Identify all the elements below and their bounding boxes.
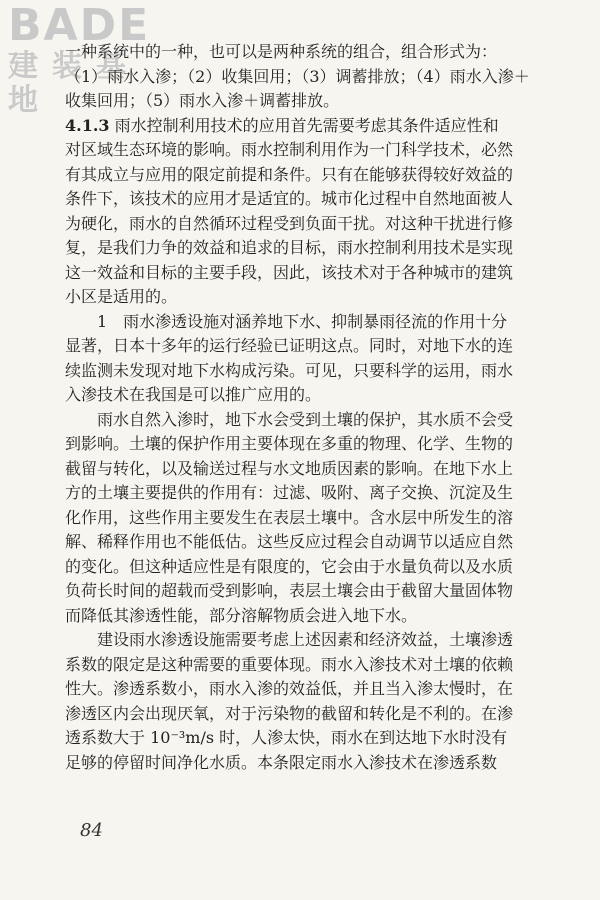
text-line <box>65 138 570 163</box>
text-line <box>65 236 570 261</box>
text-line <box>65 677 570 702</box>
line-text: 透系数大于 10⁻³m/s 时，人渗太快，雨水在到达地下水时没有 <box>65 728 508 747</box>
text-line <box>65 359 570 384</box>
watermark-chinese: 建装基地 <box>8 49 140 118</box>
text-line <box>65 481 570 506</box>
text-line <box>65 89 570 114</box>
line-text: 一种系统中的一种，也可以是两种系统的组合，组合形式为： <box>65 42 498 61</box>
text-line <box>65 432 570 457</box>
text-line <box>65 702 570 727</box>
line-text: 截留与转化，以及输送过程与水文地质因素的影响。在地下水上 <box>65 458 514 478</box>
text-line <box>65 65 570 90</box>
line-text: 方的土壤主要提供的作用有：过滤、吸附、离子交换、沉淀及生 <box>65 483 514 502</box>
text-line <box>65 751 570 776</box>
line-text: 对区域生态环境的影响。雨水控制利用作为一门科学技术，必然 <box>65 140 514 159</box>
body-text <box>65 40 570 775</box>
line-text: 负荷长时间的超载而受到影响，表层土壤会由于截留大量固体物 <box>65 581 514 600</box>
text-line <box>65 114 570 139</box>
text-line <box>65 261 570 286</box>
line-text: 为硬化，雨水的自然循环过程受到负面干扰。对这种干扰进行修 <box>65 213 514 233</box>
line-text: 系数的限定是这种需要的重要体现。雨水入渗技术对土壤的依赖 <box>65 654 514 674</box>
line-text: 解、稀释作用也不能低估。这些反应过程会自动调节以适应自然 <box>65 532 514 551</box>
text-line <box>65 408 570 433</box>
text-line <box>65 506 570 531</box>
page-number: 84 <box>80 820 103 841</box>
line-text: 有其成立与应用的限定前提和条件。只有在能够获得较好效益的 <box>65 164 514 184</box>
text-line <box>65 457 570 482</box>
line-text: 显著，日本十多年的运行经验已证明这点。同时，对地下水的连 <box>65 336 514 355</box>
watermark-latin: BADE <box>8 0 151 51</box>
text-line <box>65 555 570 580</box>
line-text: 复，是我们力争的效益和追求的目标，雨水控制利用技术是实现 <box>65 238 514 257</box>
line-text: 小区是适用的。 <box>65 287 178 306</box>
line-text: 1 雨水渗透设施对涵养地下水、抑制暴雨径流的作用十分 <box>97 311 508 331</box>
text-line <box>65 187 570 212</box>
line-text: 渗透区内会出现厌氧，对于污染物的截留和转化是不利的。在渗 <box>65 703 514 723</box>
line-text: 这一效益和目标的主要手段，因此，该技术对于各种城市的建筑 <box>65 262 514 282</box>
line-text: 性大。渗透系数小，雨水入渗的效益低，并且当入渗太慢时，在 <box>65 679 514 698</box>
line-text: 建设雨水渗透设施需要考虑上述因素和经济效益，土壤渗透 <box>97 630 514 649</box>
text-line <box>65 579 570 604</box>
text-line <box>65 334 570 359</box>
line-text: 而降低其渗透性能，部分溶解物质会进入地下水。 <box>65 605 418 625</box>
text-line <box>65 310 570 335</box>
line-text: 到影响。土壤的保护作用主要体现在多重的物理、化学、生物的 <box>65 434 514 453</box>
text-line <box>65 653 570 678</box>
line-text: 入渗技术在我国是可以推广应用的。 <box>65 385 322 404</box>
line-text: 雨水自然入渗时，地下水会受到土壤的保护，其水质不会受 <box>97 409 514 429</box>
line-text: 条件下，该技术的应用才是适宜的。城市化过程中自然地面被人 <box>65 189 514 208</box>
text-line <box>65 163 570 188</box>
line-text: 足够的停留时间净化水质。本条限定雨水入渗技术在渗透系数 <box>65 752 498 772</box>
line-text: 收集回用；（5）雨水入渗＋调蓄排放。 <box>65 91 340 110</box>
text-line <box>65 40 570 65</box>
section-number: 4.1.3 <box>65 115 110 135</box>
text-line <box>65 628 570 653</box>
text-line <box>65 212 570 237</box>
line-text: 的变化。但这种适应性是有限度的，它会由于水量负荷以及水质 <box>65 556 514 576</box>
line-text: 续监测未发现对地下水构成污染。可见，只要科学的运用，雨水 <box>65 360 514 380</box>
text-line <box>65 285 570 310</box>
text-line <box>65 604 570 629</box>
text-line <box>65 383 570 408</box>
text-line <box>65 726 570 751</box>
line-text: 雨水控制利用技术的应用首先需要考虑其条件适应性和 <box>109 115 499 135</box>
line-text: （1）雨水入渗；（2）收集回用；（3）调蓄排放；（4）雨水入渗＋ <box>65 66 530 86</box>
text-line <box>65 530 570 555</box>
line-text: 化作用，这些作用主要发生在表层土壤中。含水层中所发生的溶 <box>65 507 514 527</box>
